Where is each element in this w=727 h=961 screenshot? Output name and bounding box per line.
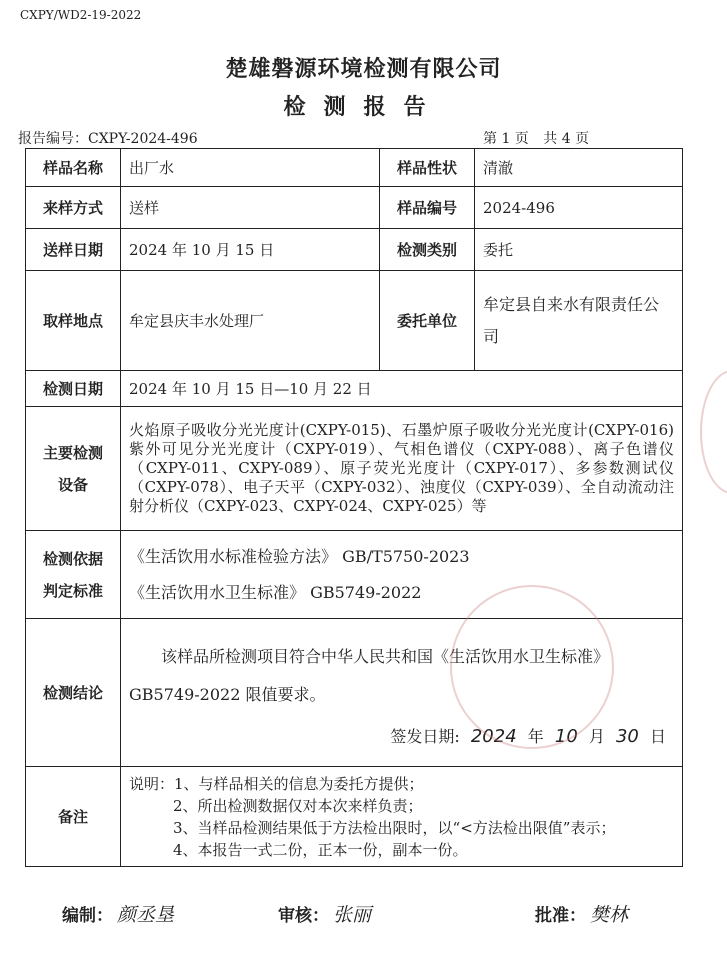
conclusion-text: 该样品所检测项目符合中华人民共和国《生活饮用水卫生标准》 GB5749-2022 限值要求。: [129, 647, 610, 704]
basis-label-line2: 判定标准: [42, 581, 103, 600]
table-row: [26, 531, 683, 619]
note-item: 3、当样品检测结果低于方法检出限时，以“<方法检出限值”表示；: [173, 818, 616, 837]
location-value: 牟定县庆丰水处理厂: [121, 271, 380, 371]
document-id: CXPY/WD2-19-2022: [20, 8, 142, 22]
delivery-date-label: 送样日期: [26, 229, 121, 271]
approver-label: 批准：: [535, 906, 586, 926]
equipment-label-line1: 主要检测: [42, 443, 103, 462]
compiler-name: 颜丞垦: [117, 904, 175, 926]
reviewer-signature: [278, 900, 371, 927]
equipment-label: [26, 407, 121, 531]
test-type-value: 委托: [475, 229, 683, 271]
sample-name-label: 样品名称: [26, 149, 121, 187]
issue-date: [129, 724, 674, 747]
sampling-method-value: 送样: [121, 187, 380, 229]
sampling-method-label: 来样方式: [26, 187, 121, 229]
table-row: [26, 187, 683, 229]
issue-year: 2024: [470, 726, 517, 747]
company-name: 楚雄磐源环境检测有限公司: [225, 57, 502, 82]
note-item: 4、本报告一式二份，正本一份，副本一份。: [173, 840, 468, 859]
issue-day-unit: 日: [649, 727, 666, 746]
conclusion-label: 检测结论: [26, 619, 121, 767]
issue-month: 10: [554, 726, 578, 747]
page-total: 共 4 页: [543, 131, 590, 147]
note-item: 说明：1、与样品相关的信息为委托方提供；: [129, 774, 424, 793]
report-title: 检测报告: [283, 95, 444, 120]
table-row: [26, 371, 683, 407]
issue-year-unit: 年: [527, 727, 544, 746]
table-row: [26, 229, 683, 271]
table-row: [26, 271, 683, 371]
test-date-label: 检测日期: [26, 371, 121, 407]
sample-state-value: 清澈: [475, 149, 683, 187]
reviewer-label: 审核：: [278, 906, 329, 926]
basis-standard-2: 《生活饮用水卫生标准》 GB5749-2022: [129, 582, 422, 602]
delivery-date-value: 2024 年 10 月 15 日: [121, 229, 380, 271]
remarks-notes: [121, 767, 683, 867]
client-label: 委托单位: [380, 271, 475, 371]
side-seal: [700, 370, 727, 494]
table-row: [26, 149, 683, 187]
report-table: [25, 148, 683, 867]
equipment-label-line2: 设备: [57, 475, 88, 494]
approver-signature: [535, 900, 628, 927]
test-type-label: 检测类别: [380, 229, 475, 271]
sample-state-label: 样品性状: [380, 149, 475, 187]
test-date-value: 2024 年 10 月 15 日—10 月 22 日: [121, 371, 683, 407]
table-row: [26, 407, 683, 531]
conclusion-cell: [121, 619, 683, 767]
sample-no-value: 2024-496: [475, 187, 683, 229]
basis-label-line1: 检测依据: [42, 549, 103, 568]
page-current: 第 1 页: [483, 131, 529, 147]
page-info: [483, 128, 599, 148]
approver-name: 樊林: [590, 904, 629, 926]
location-label: 取样地点: [26, 271, 121, 371]
equipment-value: 火焰原子吸收分光光度计(CXPY-015)、石墨炉原子吸收分光光度计(CXPY-016)紫外可见分光光度计（CXPY-019）、气相色谱仪（CXPY-088）、离子色谱仪（CXPY-011、CXPY-089）、原子荧光光度计（CXPY-017）、多参数测试仪（CXPY-078）、电子天平（CXPY-032）、浊度仪（CXPY-039）、全自动流动注射分析仪（CXPY-023、CXPY-024、CXPY-025）等: [121, 407, 683, 531]
issue-day: 30: [615, 726, 639, 747]
issue-date-prefix: 签发日期:: [390, 727, 460, 746]
basis-standard-1: 《生活饮用水标准检验方法》 GB/T5750-2023: [129, 546, 470, 566]
report-number: 报告编号：CXPY-2024-496: [18, 131, 198, 147]
issue-month-unit: 月: [588, 727, 605, 746]
note-item: 2、所出检测数据仅对本次来样负责；: [173, 796, 423, 815]
basis-label: [26, 531, 121, 619]
reviewer-name: 张丽: [333, 904, 372, 926]
sample-name-value: 出厂水: [121, 149, 380, 187]
remarks-label: 备注: [26, 767, 121, 867]
basis-value: [121, 531, 683, 619]
compiler-label: 编制：: [62, 906, 113, 926]
client-value: 牟定县自来水有限责任公司: [475, 271, 683, 371]
compiler-signature: [62, 900, 174, 927]
sample-no-label: 样品编号: [380, 187, 475, 229]
table-row: [26, 767, 683, 867]
table-row: [26, 619, 683, 767]
